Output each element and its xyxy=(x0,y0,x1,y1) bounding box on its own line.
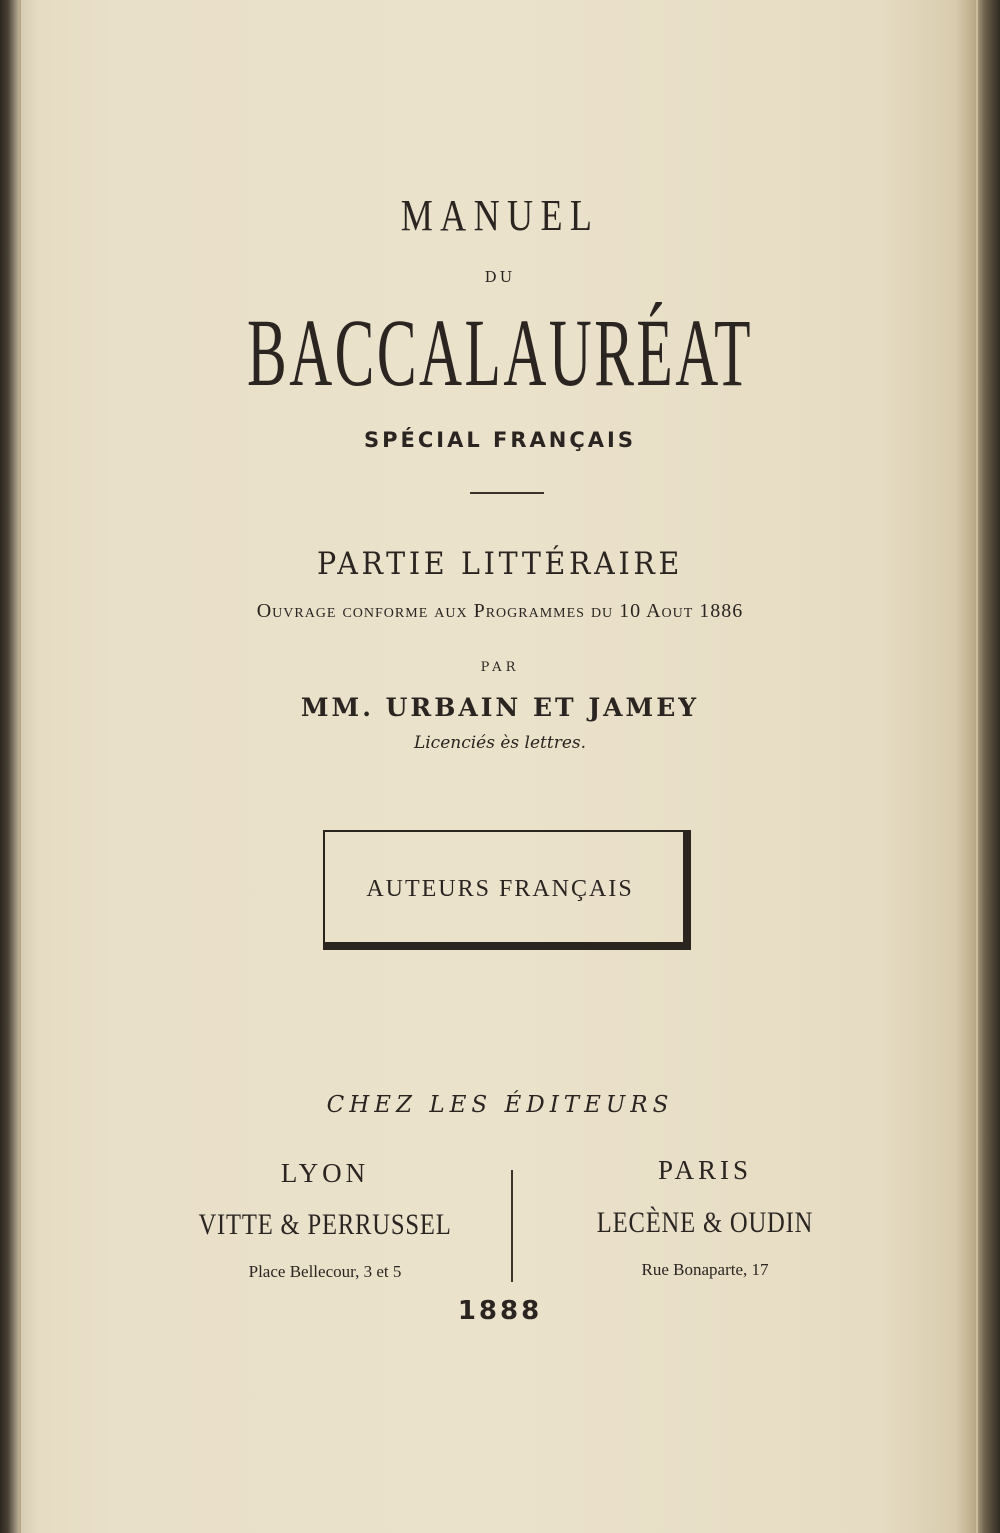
paris-address: Rue Bonaparte, 17 xyxy=(641,1260,769,1279)
title-line-manuel: MANUEL xyxy=(400,191,600,240)
title-line-du: DU xyxy=(484,268,516,286)
publication-year: 1888 xyxy=(457,1296,543,1326)
lyon-publisher: VITTE & PERRUSSEL xyxy=(198,1208,452,1241)
lyon-address: Place Bellecour, 3 et 5 xyxy=(248,1262,402,1281)
program-note: Ouvrage conforme aux Programmes du 10 Aout 1886 xyxy=(256,600,744,622)
imprint-divider xyxy=(511,1170,513,1282)
authors-title: Licenciés ès lettres. xyxy=(413,733,587,753)
paris-publisher: LECÈNE & OUDIN xyxy=(596,1206,814,1239)
divider-rule xyxy=(470,492,544,494)
series-label: AUTEURS FRANÇAIS xyxy=(366,876,634,902)
paris-city: PARIS xyxy=(657,1155,753,1185)
part-heading: PARTIE LITTÉRAIRE xyxy=(316,546,684,582)
authors: MM. URBAIN ET JAMEY xyxy=(300,693,700,722)
lyon-city: LYON xyxy=(280,1158,370,1188)
by-label: PAR xyxy=(480,660,520,675)
subtitle: SPÉCIAL FRANÇAIS xyxy=(364,428,636,452)
imprint-heading: CHEZ LES ÉDITEURS xyxy=(326,1092,674,1118)
title-line-baccalaureat: BACCALAURÉAT xyxy=(247,299,753,406)
